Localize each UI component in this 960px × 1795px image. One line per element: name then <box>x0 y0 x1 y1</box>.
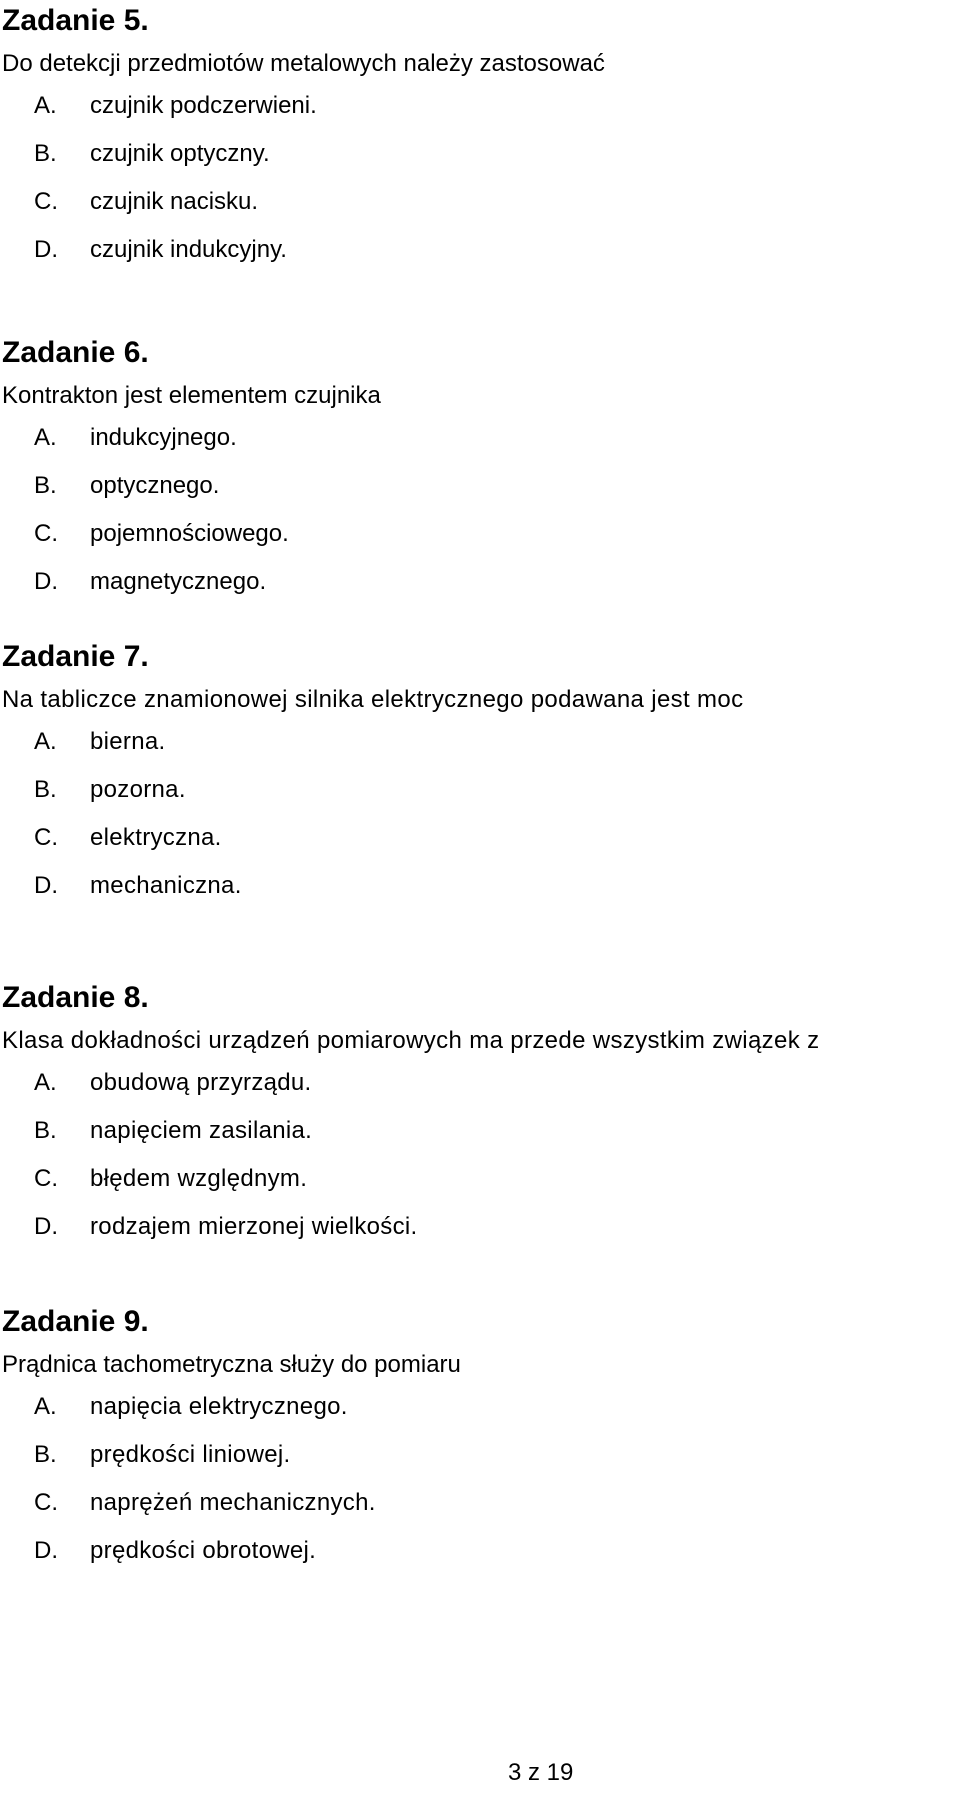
option-text: prędkości liniowej. <box>90 1441 291 1468</box>
option-text: obudową przyrządu. <box>90 1069 312 1096</box>
option-text: optycznego. <box>90 472 220 499</box>
option-letter: C. <box>34 1489 58 1516</box>
option-letter: D. <box>34 568 58 595</box>
option-letter: B. <box>34 140 57 167</box>
task-9 <box>2 1305 952 1584</box>
option-letter: C. <box>34 520 58 547</box>
option-text: rodzajem mierzonej wielkości. <box>90 1213 418 1240</box>
option-letter: D. <box>34 1213 58 1240</box>
task-8 <box>2 981 952 1260</box>
option-letter: A. <box>34 92 57 119</box>
answer-option-d[interactable] <box>2 1536 952 1565</box>
answer-option-b[interactable] <box>2 471 952 500</box>
option-letter: D. <box>34 236 58 263</box>
answer-option-c[interactable] <box>2 1488 952 1517</box>
option-letter: A. <box>34 424 57 451</box>
answer-options <box>2 1068 952 1241</box>
answer-option-c[interactable] <box>2 823 952 852</box>
option-letter: B. <box>34 1117 57 1144</box>
option-letter: D. <box>34 872 58 899</box>
answer-option-c[interactable] <box>2 1164 952 1193</box>
option-letter: C. <box>34 188 58 215</box>
option-letter: C. <box>34 824 58 851</box>
option-letter: B. <box>34 776 57 803</box>
answer-option-b[interactable] <box>2 1440 952 1469</box>
option-text: indukcyjnego. <box>90 424 237 451</box>
answer-option-d[interactable] <box>2 235 952 264</box>
option-text: czujnik podczerwieni. <box>90 92 317 119</box>
task-5 <box>2 4 952 283</box>
task-question: Prądnica tachometryczna służy do pomiaru <box>2 1351 461 1378</box>
answer-option-c[interactable] <box>2 187 952 216</box>
option-text: magnetycznego. <box>90 568 267 595</box>
option-text: napięcia elektrycznego. <box>90 1393 348 1420</box>
option-text: napięciem zasilania. <box>90 1117 313 1144</box>
answer-option-a[interactable] <box>2 727 952 756</box>
task-title: Zadanie 7. <box>2 640 149 673</box>
option-letter: D. <box>34 1537 58 1564</box>
answer-option-d[interactable] <box>2 1212 952 1241</box>
option-letter: A. <box>34 728 57 755</box>
option-letter: B. <box>34 1441 57 1468</box>
option-text: czujnik indukcyjny. <box>90 236 287 263</box>
answer-option-b[interactable] <box>2 1116 952 1145</box>
option-text: mechaniczna. <box>90 872 242 899</box>
task-title: Zadanie 8. <box>2 981 149 1014</box>
option-text: błędem względnym. <box>90 1165 308 1192</box>
option-letter: C. <box>34 1165 58 1192</box>
page-number: 3 z 19 <box>508 1759 574 1786</box>
option-text: pozorna. <box>90 776 186 803</box>
option-letter: B. <box>34 472 57 499</box>
answer-option-d[interactable] <box>2 871 952 900</box>
answer-option-a[interactable] <box>2 423 952 452</box>
option-text: bierna. <box>90 728 166 755</box>
option-text: prędkości obrotowej. <box>90 1537 317 1564</box>
answer-options <box>2 727 952 900</box>
task-title: Zadanie 9. <box>2 1305 149 1338</box>
option-text: elektryczna. <box>90 824 222 851</box>
answer-option-a[interactable] <box>2 1068 952 1097</box>
task-question: Do detekcji przedmiotów metalowych należy zastosować <box>2 50 605 77</box>
answer-options <box>2 423 952 596</box>
answer-options <box>2 91 952 264</box>
answer-option-a[interactable] <box>2 91 952 120</box>
option-text: pojemnościowego. <box>90 520 289 547</box>
option-text: czujnik nacisku. <box>90 188 259 215</box>
answer-options <box>2 1392 952 1565</box>
option-text: czujnik optyczny. <box>90 140 270 167</box>
task-title: Zadanie 6. <box>2 336 149 369</box>
answer-option-a[interactable] <box>2 1392 952 1421</box>
option-text: naprężeń mechanicznych. <box>90 1489 376 1516</box>
option-letter: A. <box>34 1069 57 1096</box>
task-6 <box>2 336 952 615</box>
task-question: Na tabliczce znamionowej silnika elektrycznego podawana jest moc <box>2 686 744 713</box>
answer-option-d[interactable] <box>2 567 952 596</box>
task-question: Klasa dokładności urządzeń pomiarowych ma przede wszystkim związek z <box>2 1027 820 1054</box>
task-title: Zadanie 5. <box>2 4 149 37</box>
task-7 <box>2 640 952 919</box>
answer-option-b[interactable] <box>2 775 952 804</box>
task-question: Kontrakton jest elementem czujnika <box>2 382 381 409</box>
answer-option-c[interactable] <box>2 519 952 548</box>
option-letter: A. <box>34 1393 57 1420</box>
answer-option-b[interactable] <box>2 139 952 168</box>
